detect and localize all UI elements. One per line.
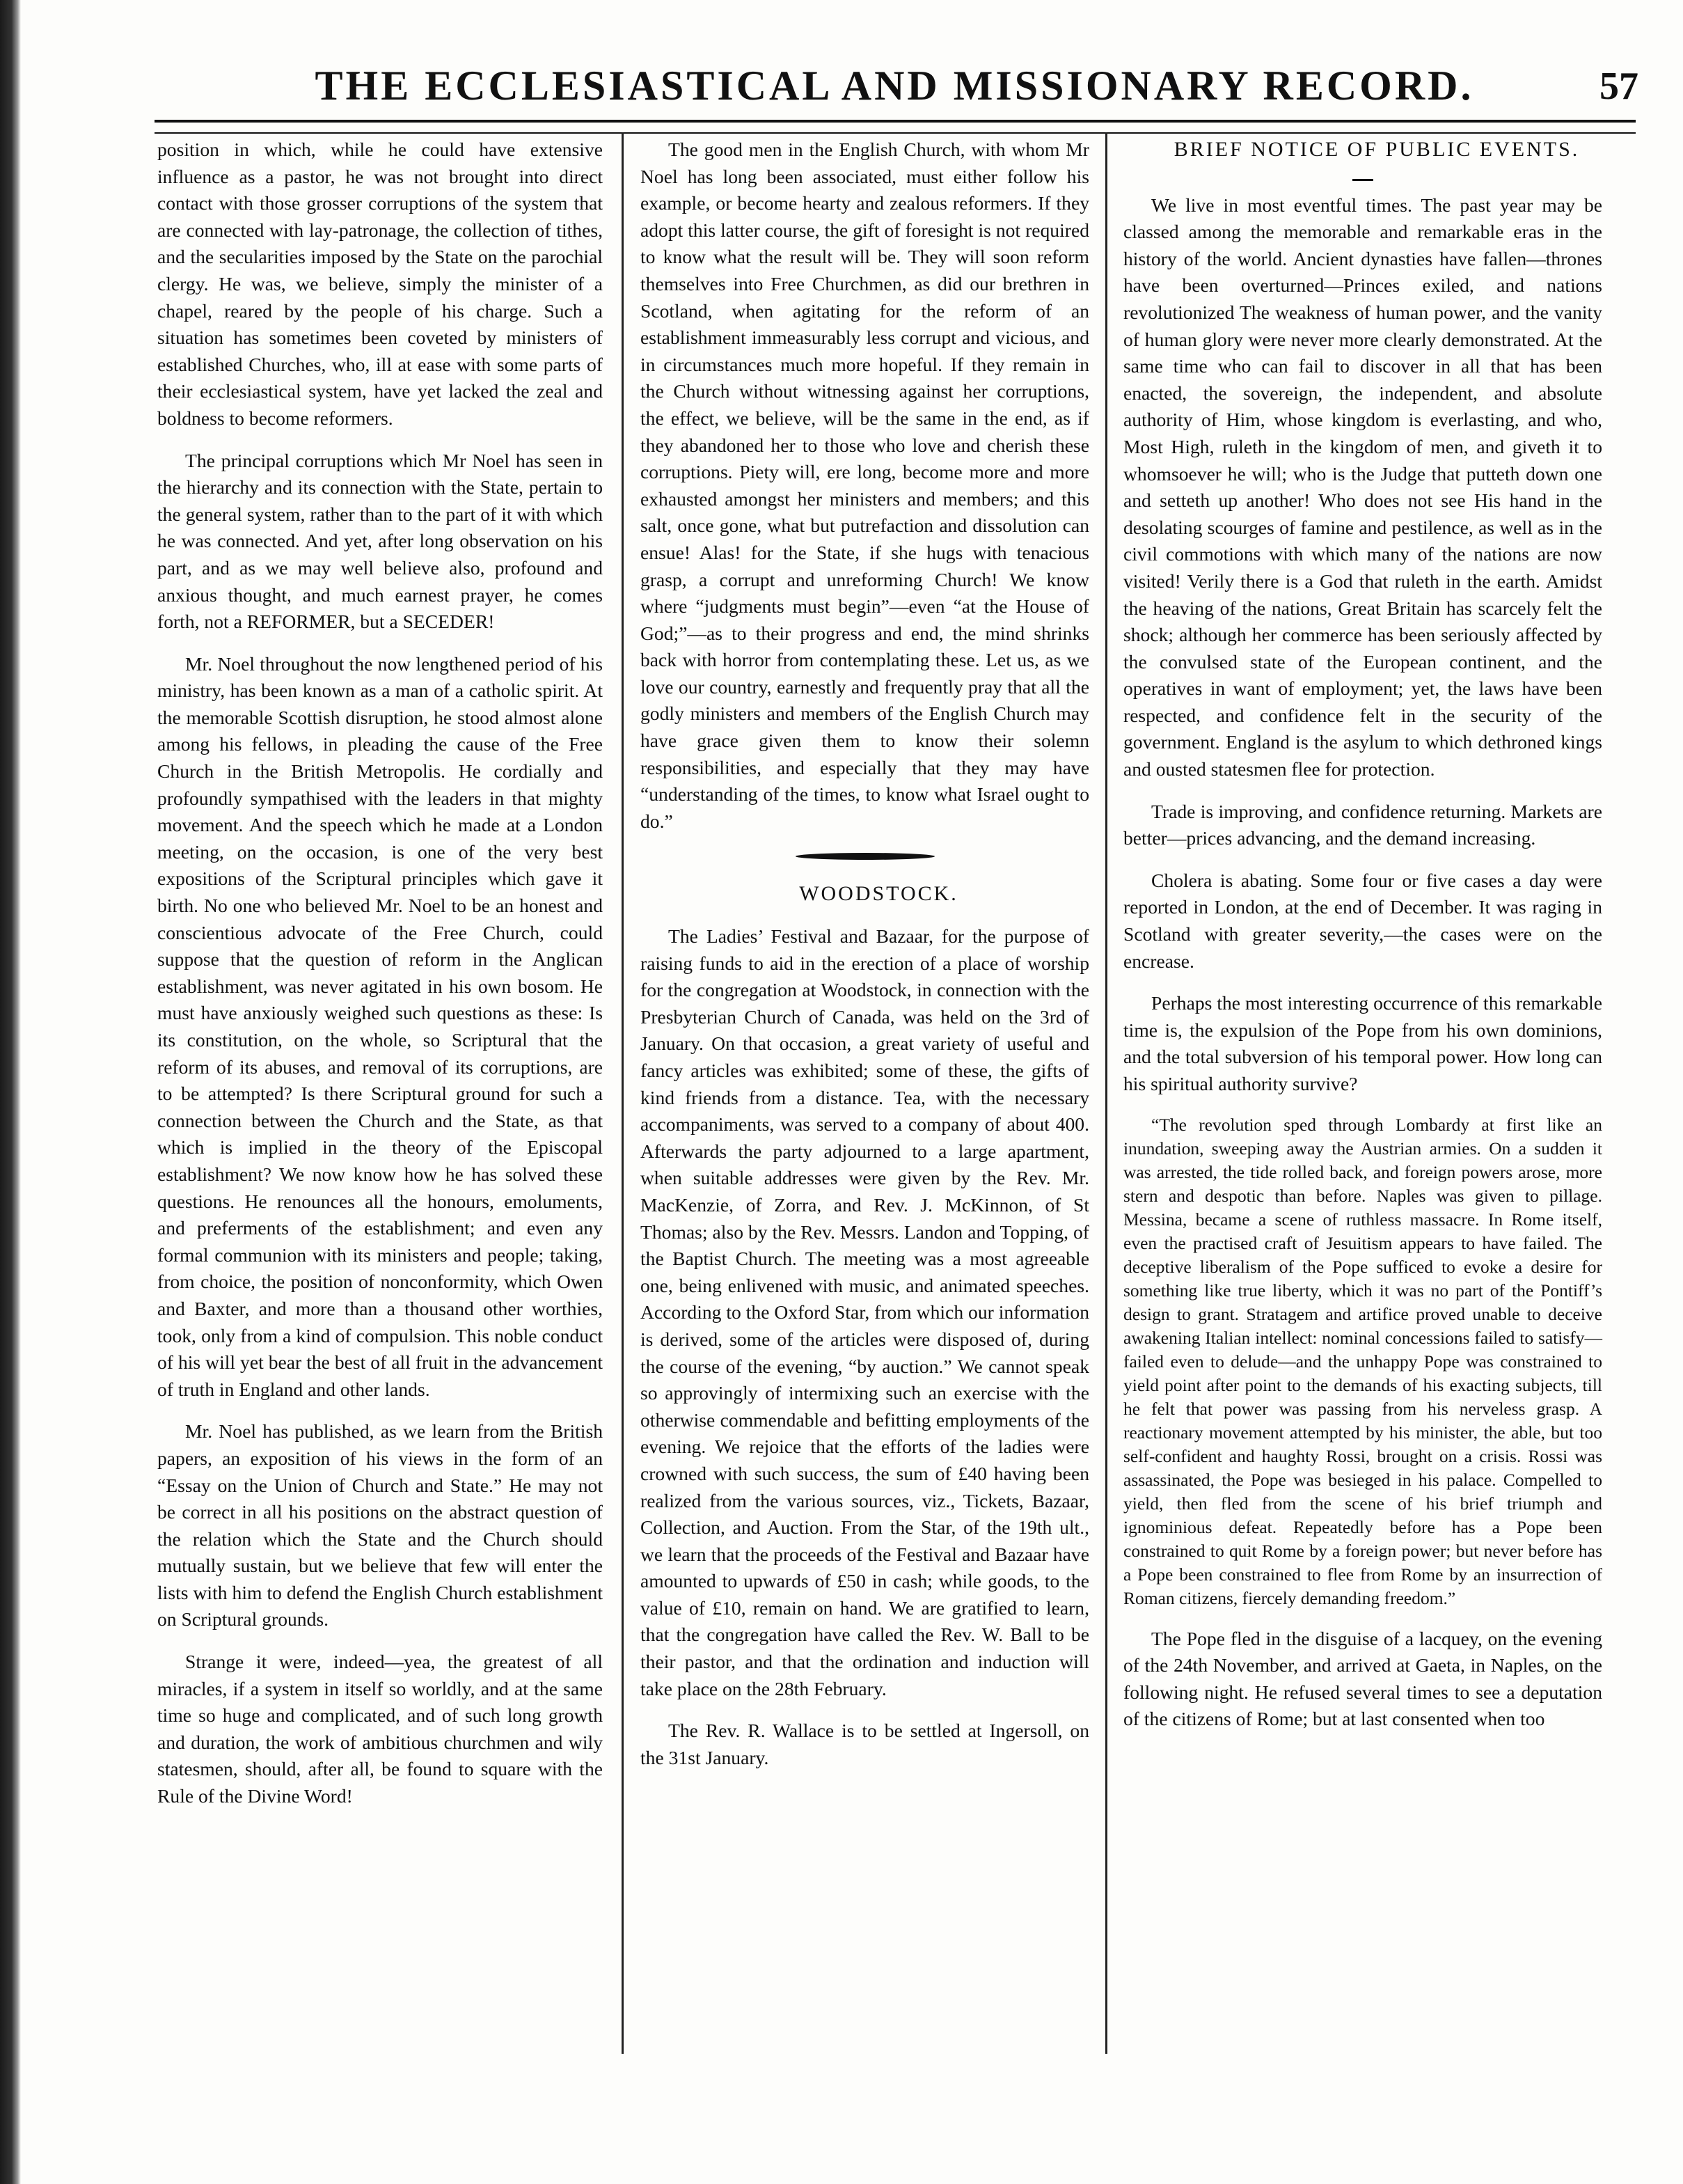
paragraph: We live in most eventful times. The past year may be classed among the memorable and remarkable eras in the history of the world. Ancient dynasties have fallen—thrones have been overturned—Princes exiled, and nations revolutionized The weakness of human power, and the vanity of human glory were never more clearly demonstrated. At the same time who can fail to discover in all that has been enacted, the sovereign, the independent, and absolute authority of Him, whose kingdom is everlasting, and who, Most High, ruleth in the kingdom of men, and giveth it to whomsoever he will; who is the Judge that putteth down one and setteth up another! Who does not see His hand in the desolating scourges of famine and pestilence, as well as in the civil commotions with which many of the nations are now visited! Verily there is a God that ruleth in the earth. Amidst the heaving of the nations, Great Britain has scarcely felt the shock; although her commerce has been seriously affected by the convulsed state of the European continent, and the operatives in want of employment; yet, the laws have been respected, and confidence felt in the security of the government. England is the asylum to which dethroned kings and ousted statesmen flee for protection. [1123,194,1602,780]
paragraph: Strange it were, indeed—yea, the greatest of all miracles, if a system in itself so worldly, and at the same time so huge and complicated, and of such long growth and duration, the work of ambitious churchmen and wily statesmen, should, after all, be found to square with the Rule of the Divine Word! [157,1651,603,1807]
quotation-paragraph: “The revolution sped through Lombardy at first like an inundation, sweeping away the Austrian armies. On a sudden it was arrested, the tide rolled back, and foreign powers arose, more stern and despotic than before. Naples was given to pillage. Messina, became a scene of ruthless massacre. In Rome itself, even the practised craft of Jesuitism appears to have failed. The deceptive liberalism of the Pope sufficed to evoke a desire for something like true liberty, which it was no part of the Pontiff’s design to grant. Stratagem and artifice proved unable to deceive awakening Italian intellect: nominal concessions failed to satisfy—failed even to delude—and the unhappy Pope was constrained to yield point after point to the demands of his exacting subjects, till he felt that power was passing from his nerveless grasp. A reactionary movement attempted by his minister, the able, but too self-confident and haughty Rossi, brought on a crisis. Rossi was assassinated, the Pope was besieged in his palace. Compelled to yield, then fled from the scene of his brief triumph and ignominious defeat. Repeatedly before has a Pope been constrained to quit Rome by a foreign power; but never before has a Pope been constrained to flee from Rome by an insurrection of Roman citizens, fiercely demanding freedom.” [1123,1114,1602,1608]
column-divider-left [622,132,624,2054]
paragraph: Mr. Noel has published, as we learn from the British papers, an exposition of his views in the form of an “Essay on the Union of Church and State.” He may not be correct in all his positions on the abstract question of the relation which the State and the Church should mutually sustain, but we believe that few will enter the lists with him to defend the English Church establishment on Scriptural grounds. [157,1420,603,1631]
paragraph: The Pope fled in the disguise of a lacquey, on the evening of the 24th November, and arrived at Gaeta, in Naples, on the following night. He refused several times to see a deputation of the citizens of Rome; but at last consented when too [1123,1627,1602,1730]
page-header [153,61,1636,110]
heading-dash [1352,179,1373,181]
column-left [157,136,603,1825]
paragraph: position in which, while he could have extensive influence as a pastor, he was not brought into direct contact with those grosser corruptions of the system that are connected with lay-patronage, the collection of tithes, and the secularities imposed by the State on the parochial clergy. He was, we believe, simply the minister of a chapel, reared by the people of his charge. Such a situation has sometimes been coveted by ministers of established Churches, who, ill at ease with some parts of their ecclesiastical system, have yet lacked the zeal and boldness to become reformers. [157,139,603,429]
paragraph: Mr. Noel throughout the now lengthened period of his ministry, has been known as a man of a catholic spirit. At the memorable Scottish disruption, he stood almost alone among his fellows, in pleading the cause of the Free Church in the British Metropolis. He cordially and profoundly sympathised with the leaders in that mighty movement. And the speech which he made at a London meeting, on the occasion, is one of the very best expositions of the Scriptural principles which gave it birth. No one who believed Mr. Noel to be an honest and conscientious advocate of the Free Church, could suppose that the question of reform in the Anglican establishment, was never agitated in his own bosom. He must have anxiously weighed such questions as these: Is its constitution, on the whole, so Scriptural that the reform of its abuses, and removal of its corruptions, are to be attempted? Is there Scriptural ground for such a connection between the Church and the State, as that which is implied in the theory of the Episcopal establishment? We now know how he has solved these questions. He renounces all the honours, emoluments, and preferments of the establishment; and even any formal communion with its ministers and people; taking, from choice, the position of nonconformity, which Owen and Baxter, and more than a thousand other worthies, took, only from a kind of compulsion. This noble conduct of his will yet bear the best of all fruit in the advancement of truth in England and other lands. [157,652,603,1400]
column-right [1123,136,1602,1748]
paragraph: The Rev. R. Wallace is to be settled at Ingersoll, on the 31st January. [640,1720,1089,1768]
paragraph: Trade is improving, and confidence returning. Markets are better—prices advancing, and the demand increasing. [1123,800,1602,849]
section-heading-public-events: BRIEF NOTICE OF PUBLIC EVENTS. [1174,138,1580,161]
page-number: 57 [1599,65,1638,108]
column-middle [640,136,1089,1786]
section-ornament [796,853,935,860]
paragraph: The good men in the English Church, with whom Mr Noel has long been associated, must either follow his example, or become hearty and zealous reformers. If they adopt this latter course, the gift of foresight is not required to know what the result will be. They will soon reform themselves into Free Churchmen, as did our brethren in Scotland, when agitating for the reform of an establishment immeasurably less corrupt and vicious, and in circumstances much more hopeful. If they remain in the Church without witnessing against her corruptions, the effect, we believe, will be the same in the end, as if they abandoned her to those who love and cherish these corruptions. Piety will, ere long, become more and more exhausted amongst her ministers and members; and this salt, once gone, what but putrefaction and dissolution can ensue! Alas! for the State, if she hugs with tenacious grasp, a corrupt and unreforming Church! We know where “judgments must begin”—even “at the House of God;”—as to their progress and end, the mind shrinks back with horror from contemplating these. Let us, as we love our country, earnestly and frequently pray that all the godly ministers and members of the English Church may have grace given them to know their solemn responsibilities, and especially that they may have “understanding of the times, to know what Israel ought to do.” [640,139,1089,832]
masthead-title: THE ECCLESIASTICAL AND MISSIONARY RECORD. [315,63,1474,109]
header-rule [155,120,1636,134]
paragraph: Cholera is abating. Some four or five cases a day were reported in London, at the end of December. It was raging in Scotland with greater severity,—the cases were on the encrease. [1123,869,1602,972]
page-spine-shadow [0,0,21,2184]
section-heading-woodstock: WOODSTOCK. [799,882,958,906]
paragraph: The Ladies’ Festival and Bazaar, for the purpose of raising funds to aid in the erection of a place of worship for the congregation at Woodstock, in connection with the Presbyterian Church of Canada, was held on the 3rd of January. On that occasion, a great variety of useful and fancy articles was exhibited; some of these, the gifts of kind friends from a distance. Tea, with the necessary accompaniments, was served to a company of about 400. Afterwards the party adjourned to a large apartment, when suitable addresses were given by the Rev. Mr. MacKenzie, of Zorra, and Rev. J. McKinnon, of St Thomas; also by the Rev. Messrs. Landon and Topping, of the Baptist Church. The meeting was a most agreeable one, being enlivened with music, and animated speeches. According to the Oxford Star, from which our information is derived, some of the articles were disposed of, during the course of the evening, “by auction.” We cannot speak so approvingly of intermixing such an exercise with the otherwise commendable and befitting employments of the evening. We rejoice that the efforts of the ladies were crowned with such success, the sum of £40 having been realized from the various sources, viz., Tickets, Bazaar, Collection, and Auction. From the Star, of the 19th ult., we learn that the proceeds of the Festival and Bazaar have amounted to upwards of £50 in cash; while goods, to the value of £10, remain on hand. We are gratified to learn, that the congregation have called the Rev. W. Ball to be their pastor, and that the ordination and induction will take place on the 28th February. [640,925,1089,1699]
column-divider-right [1105,132,1107,2054]
paragraph: Perhaps the most interesting occurrence of this remarkable time is, the expulsion of the Pope from his own dominions, and the total subversion of his temporal power. How long can his spiritual authority survive? [1123,992,1602,1094]
paragraph: The principal corruptions which Mr Noel has seen in the hierarchy and its connection with the State, pertain to the general system, rather than to the part of it with which he was connected. And yet, after long observation on his part, and as we may well believe also, profound and anxious thought, and much earnest prayer, he comes forth, not a REFORMER, but a SECEDER! [157,449,603,633]
